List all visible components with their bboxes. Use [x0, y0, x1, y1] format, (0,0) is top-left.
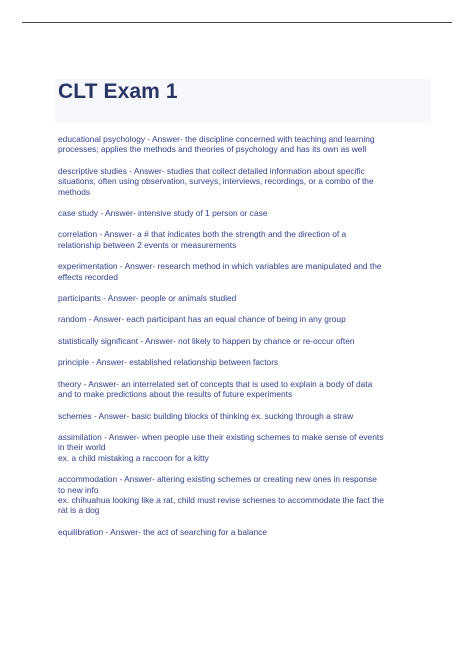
flashcard-entry-correlation: correlation - Answer- a # that indicates both the strength and the direction of a relationship between 2 events or measurements: [58, 229, 347, 250]
flashcard-list: [58, 134, 436, 548]
flashcard-entry-participants: participants - Answer- people or animals studied: [58, 293, 237, 304]
flashcard-entry-educational-psychology: educational psychology - Answer- the discipline concerned with teaching and learning processes; applies the methods and theories of psychology and has its own as well: [58, 134, 375, 155]
flashcard-entry-schemes: schemes - Answer- basic building blocks of thinking ex. sucking through a straw: [58, 410, 354, 421]
flashcard-entry-assimilation: assimilation - Answer- when people use their existing schemes to make sense of events in their world ex. a child mistaking a raccoon for a kitty: [58, 431, 384, 463]
flashcard-entry-equilibration: equilibration - Answer- the act of searching for a balance: [58, 526, 268, 537]
flashcard-entry-descriptive-studies: descriptive studies - Answer- studies that collect detailed information about specific situations, often using observation, surveys, interviews, recordings, or a combo of the methods: [58, 165, 374, 197]
flashcard-entry-principle: principle - Answer- established relationship between factors: [58, 357, 279, 368]
flashcard-entry-statistically-significant: statistically significant - Answer- not likely to happen by chance or re-occur often: [58, 335, 355, 346]
flashcard-entry-accommodation: accommodation - Answer- altering existing schemes or creating new ones in response to new info ex. chihuahua looking like a rat, child must revise schemes to accommodate the fact the rat is a dog: [58, 474, 384, 516]
top-divider: [22, 22, 452, 23]
page-title: CLT Exam 1: [58, 80, 178, 103]
flashcard-entry-experimentation: experimentation - Answer- research method in which variables are manipulated and the effects recorded: [58, 261, 382, 282]
flashcard-entry-case-study: case study - Answer- intensive study of 1 person or case: [58, 208, 268, 219]
flashcard-entry-theory: theory - Answer- an interrelated set of concepts that is used to explain a body of data and to make predictions about the results of future experiments: [58, 378, 373, 400]
flashcard-entry-random: random - Answer- each participant has an equal chance of being in any group: [58, 314, 346, 325]
